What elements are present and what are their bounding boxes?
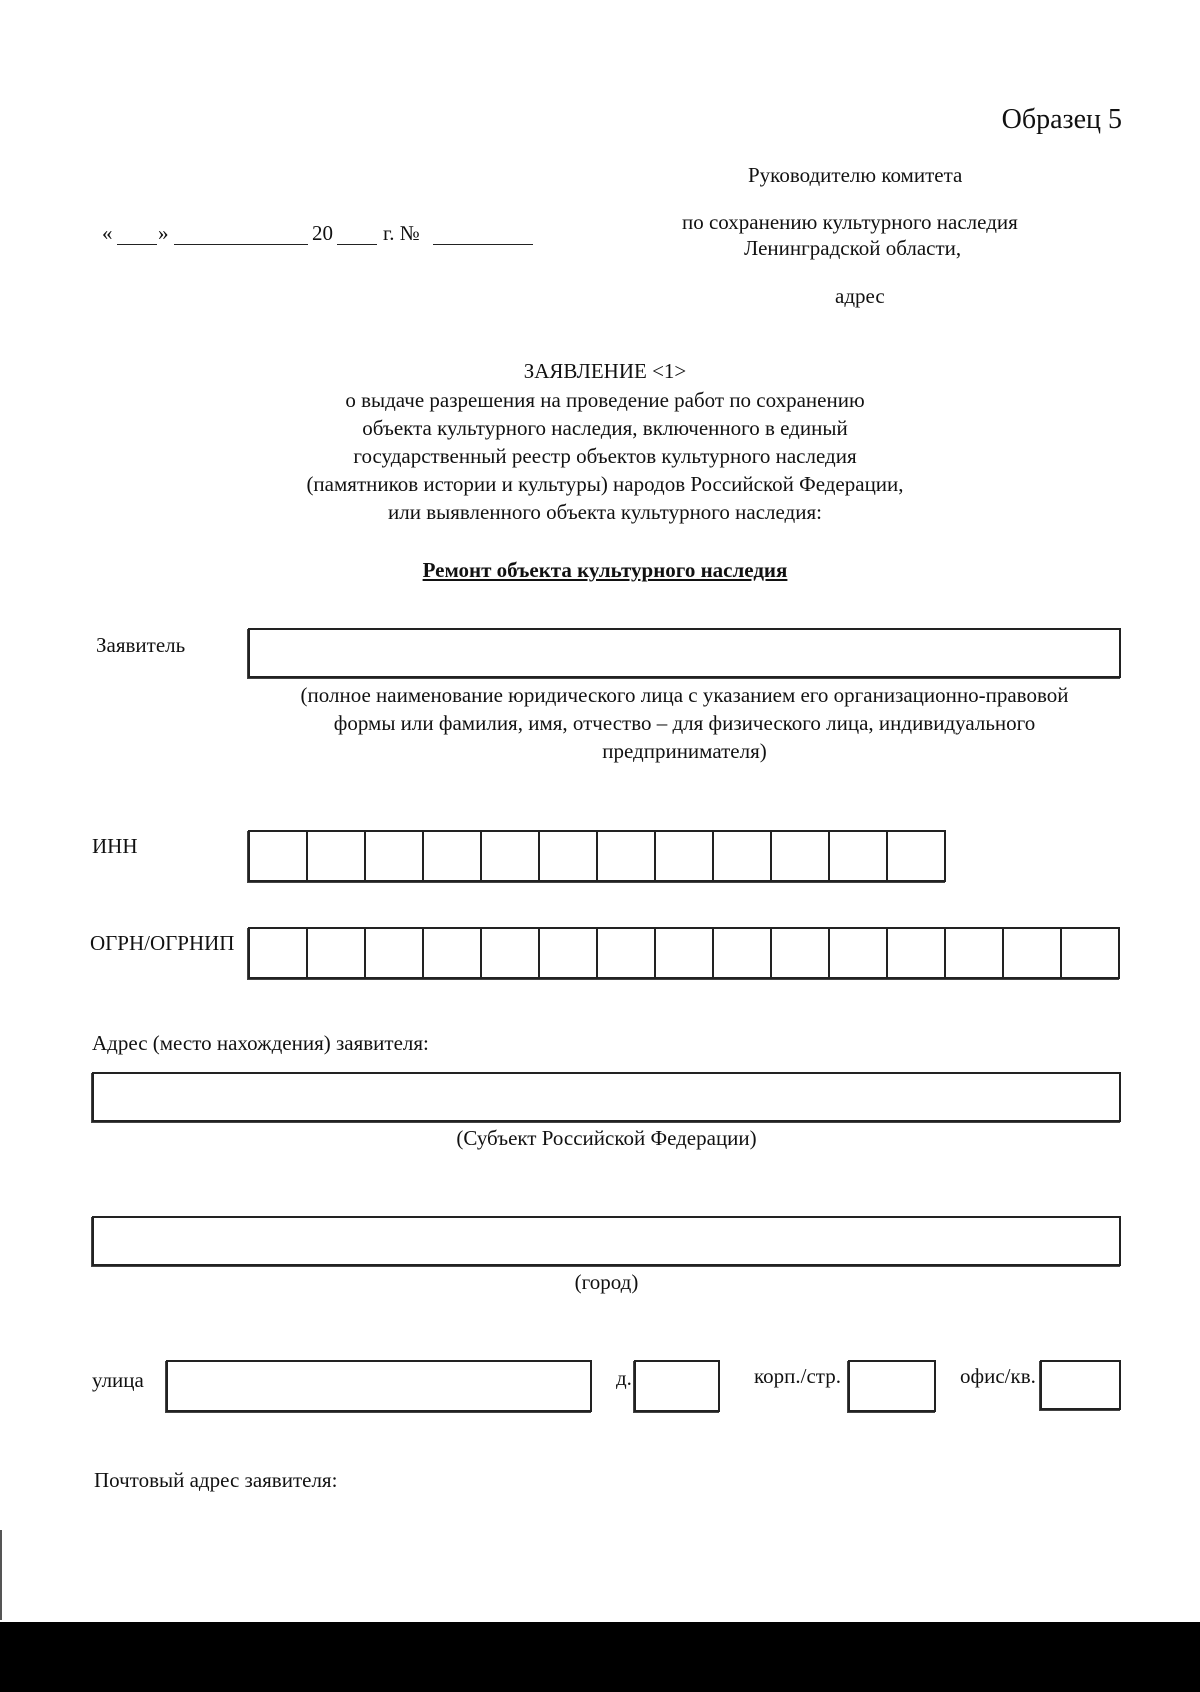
ogrn-digit-cell[interactable] <box>1062 929 1120 977</box>
ogrn-digit-cell[interactable] <box>888 929 946 977</box>
inn-digit-cell[interactable] <box>714 832 772 880</box>
date-close-quote: » <box>158 221 169 245</box>
date-year-prefix: 20 <box>312 221 333 245</box>
street-label: улица <box>92 1368 144 1392</box>
inn-digit-cell[interactable] <box>772 832 830 880</box>
address-subject-hint: (Субъект Российской Федерации) <box>456 1126 757 1150</box>
inn-digit-cell[interactable] <box>830 832 888 880</box>
ogrn-digit-cell[interactable] <box>308 929 366 977</box>
house-label: д. <box>616 1366 632 1390</box>
date-year-field[interactable] <box>337 244 377 245</box>
applicant-hint-line: предпринимателя) <box>602 739 767 763</box>
inn-digit-cell[interactable] <box>540 832 598 880</box>
applicant-hint-line: формы или фамилия, имя, отчество – для физического лица, индивидуального <box>333 711 1036 735</box>
applicant-hint-line: (полное наименование юридического лица с указанием его организационно-правовой <box>300 683 1069 707</box>
inn-digit-cell[interactable] <box>888 832 946 880</box>
office-field[interactable] <box>1040 1360 1121 1410</box>
inn-digit-cell[interactable] <box>656 832 714 880</box>
ogrn-digit-cell[interactable] <box>250 929 308 977</box>
sample-label: Образец 5 <box>1001 104 1122 135</box>
inn-digit-cell[interactable] <box>250 832 308 880</box>
date-day-field[interactable] <box>117 244 157 245</box>
inn-digit-cell[interactable] <box>424 832 482 880</box>
inn-digit-cell[interactable] <box>482 832 540 880</box>
applicant-field[interactable] <box>248 628 1121 678</box>
title-line: или выявленного объекта культурного наследия: <box>388 500 822 524</box>
building-field[interactable] <box>848 1360 936 1412</box>
date-open-quote: « <box>102 221 113 245</box>
scan-edge <box>0 1530 2 1620</box>
date-number-prefix: г. № <box>383 221 420 245</box>
house-field[interactable] <box>634 1360 720 1412</box>
street-field[interactable] <box>166 1360 592 1412</box>
ogrn-digit-cell[interactable] <box>656 929 714 977</box>
building-label: корп./стр. <box>754 1364 841 1388</box>
inn-field[interactable] <box>248 830 946 882</box>
title-line: объекта культурного наследия, включенного в единый <box>362 416 848 440</box>
date-month-field[interactable] <box>174 244 308 245</box>
inn-label: ИНН <box>92 834 138 858</box>
address-city-hint: (город) <box>574 1270 639 1294</box>
address-subject-field[interactable] <box>92 1072 1121 1122</box>
ogrn-digit-cell[interactable] <box>830 929 888 977</box>
title-line: (памятников истории и культуры) народов Российской Федерации, <box>306 472 904 496</box>
inn-digit-cell[interactable] <box>598 832 656 880</box>
ogrn-digit-cell[interactable] <box>1004 929 1062 977</box>
inn-digit-cell[interactable] <box>308 832 366 880</box>
ogrn-field[interactable] <box>248 927 1120 979</box>
inn-digit-cell[interactable] <box>366 832 424 880</box>
scan-bottom-band <box>0 1622 1200 1692</box>
ogrn-label: ОГРН/ОГРНИП <box>90 931 235 955</box>
applicant-label: Заявитель <box>96 633 186 657</box>
address-city-field[interactable] <box>92 1216 1121 1266</box>
recipient-line-1: Руководителю комитета <box>748 163 963 187</box>
office-label: офис/кв. <box>960 1364 1036 1388</box>
ogrn-digit-cell[interactable] <box>482 929 540 977</box>
postal-address-label: Почтовый адрес заявителя: <box>94 1468 338 1492</box>
ogrn-digit-cell[interactable] <box>946 929 1004 977</box>
ogrn-digit-cell[interactable] <box>714 929 772 977</box>
address-label: Адрес (место нахождения) заявителя: <box>92 1031 429 1055</box>
ogrn-digit-cell[interactable] <box>540 929 598 977</box>
ogrn-digit-cell[interactable] <box>772 929 830 977</box>
work-type-title: Ремонт объекта культурного наследия <box>422 558 788 582</box>
ogrn-digit-cell[interactable] <box>424 929 482 977</box>
ogrn-digit-cell[interactable] <box>366 929 424 977</box>
title-line: о выдаче разрешения на проведение работ по сохранению <box>345 388 865 412</box>
recipient-line-3: Ленинградской области, <box>744 236 962 260</box>
ogrn-digit-cell[interactable] <box>598 929 656 977</box>
recipient-address: адрес <box>835 284 885 308</box>
recipient-line-2: по сохранению культурного наследия <box>682 210 1018 234</box>
date-number-field[interactable] <box>433 244 533 245</box>
title-line: государственный реестр объектов культурного наследия <box>353 444 857 468</box>
document-title: ЗАЯВЛЕНИЕ <1> <box>523 359 687 383</box>
